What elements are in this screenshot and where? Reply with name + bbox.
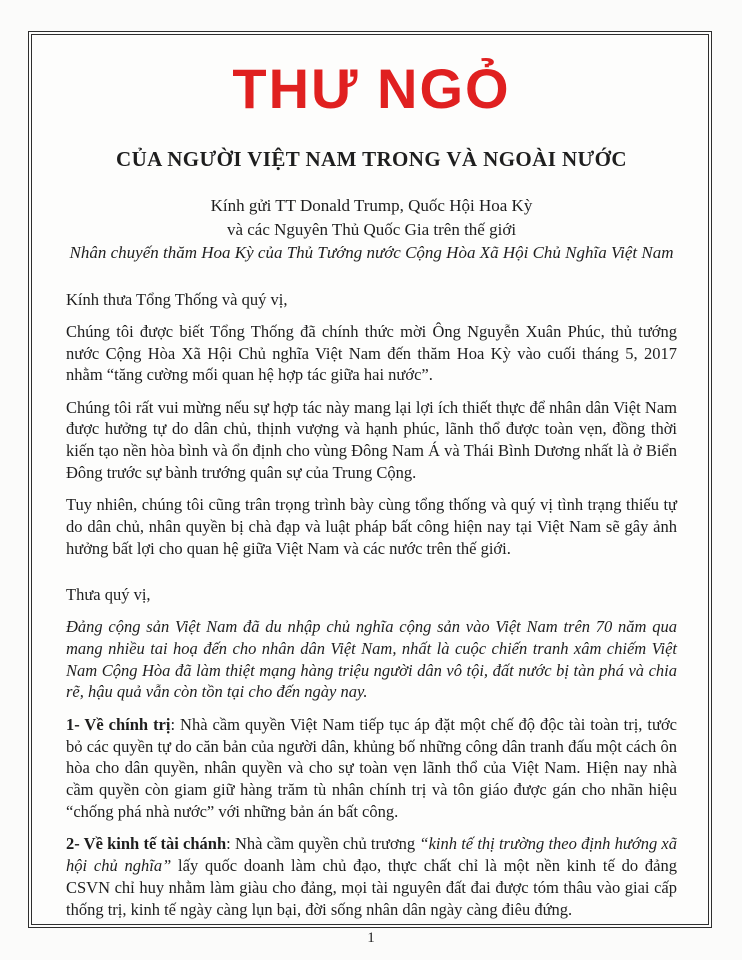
paragraph-invitation: Chúng tôi được biết Tổng Thống đã chính thức mời Ông Nguyễn Xuân Phúc, thủ tướng nước Cộng Hòa Xã Hội Chủ nghĩa Việt Nam đến thăm Hoa Kỳ vào cuối tháng 5, 2017 nhằm “tăng cường mối quan hệ hợp tác giữa hai nước”. — [66, 321, 677, 385]
document-title: THƯ NGỎ — [232, 57, 511, 120]
paragraph-politics-text: : Nhà cầm quyền Việt Nam tiếp tục áp đặt một chế độ độc tài toàn trị, tước bỏ các quyền tự do căn bản của người dân, khủng bố những công dân tranh đấu một cách ôn hòa cho dân quyền, nhân quyền và cho sự toàn vẹn lãnh thổ của Việt Nam. Hiện nay nhà cầm quyền còn giam giữ hàng trăm tù nhân chính trị và tôn giáo được gán cho nhãn hiệu “chống phá nhà nước” với những bản án bất công. — [66, 714, 677, 821]
occasion-line: Nhân chuyến thăm Hoa Kỳ của Thủ Tướng nước Cộng Hòa Xã Hội Chủ Nghĩa Việt Nam — [69, 243, 674, 262]
salutation-line-2: Thưa quý vị, — [66, 584, 151, 604]
recipient-block — [66, 194, 677, 265]
recipient-line-2: và các Nguyên Thủ Quốc Gia trên thế giới — [226, 219, 517, 239]
document-border-frame — [28, 31, 712, 928]
paragraph-cooperation: Chúng tôi rất vui mừng nếu sự hợp tác này mang lại lợi ích thiết thực để nhân dân Việt Nam được hưởng tự do dân chủ, thịnh vượng và hạnh phúc, lãnh thổ được toàn vẹn, đồng thời kiến tạo nền hòa bình và ổn định cho vùng Đông Nam Á và Thái Bình Dương nhất là ở Biển Đông trước sự bành trướng quân sự của Trung Cộng. — [66, 397, 677, 483]
paragraph-economy — [66, 833, 677, 920]
paragraph-politics — [66, 714, 677, 823]
paragraph-economy-quote: “kinh tế thị trường theo định hướng xã hội chủ nghĩa” — [66, 834, 677, 876]
paragraph-economy-pre: : Nhà cầm quyền chủ trương — [226, 834, 420, 854]
paragraph-politics-lead: 1- Về chính trị — [66, 714, 171, 734]
paragraph-however: Tuy nhiên, chúng tôi cũng trân trọng trình bày cùng tổng thống và quý vị tình trạng thiếu tự do dân chủ, nhân quyền bị chà đạp và luật pháp bất công hiện nay tại Việt Nam sẽ gây ảnh hưởng bất lợi cho quan hệ giữa Việt Nam và các nước trên thế giới. — [66, 495, 677, 558]
salutation-line: Kính thưa Tổng Thống và quý vị, — [66, 289, 288, 309]
paragraph-economy-post: lấy quốc doanh làm chủ đạo, thực chất chỉ là một nền kinh tế do đảng CSVN chỉ huy nhằm làm giàu cho đảng, mọi tài nguyên đất đai được tóm thâu vào giai cấp thống trị, kinh tế ngày càng lụn bại, đời sống nhân dân ngày càng điêu đứng. — [66, 856, 677, 919]
document-subtitle: CỦA NGƯỜI VIỆT NAM TRONG VÀ NGOÀI NƯỚC — [116, 147, 627, 171]
page-number: 1 — [367, 930, 375, 946]
recipient-line-1: Kính gửi TT Donald Trump, Quốc Hội Hoa Kỳ — [210, 196, 533, 215]
paragraph-history: Đảng cộng sản Việt Nam đã du nhập chủ nghĩa cộng sản vào Việt Nam trên 70 năm qua mang nhiều tai hoạ đến cho nhân dân Việt Nam, nhất là cuộc chiến tranh xâm chiếm Việt Nam Cộng Hòa đã làm thiệt mạng hàng triệu người dân vô tội, đất nước bị tàn phá và chia rẽ, hậu quả vẫn còn tồn tại cho đến ngày nay. — [66, 617, 677, 702]
paragraph-economy-lead: 2- Về kinh tế tài chánh — [66, 834, 227, 854]
